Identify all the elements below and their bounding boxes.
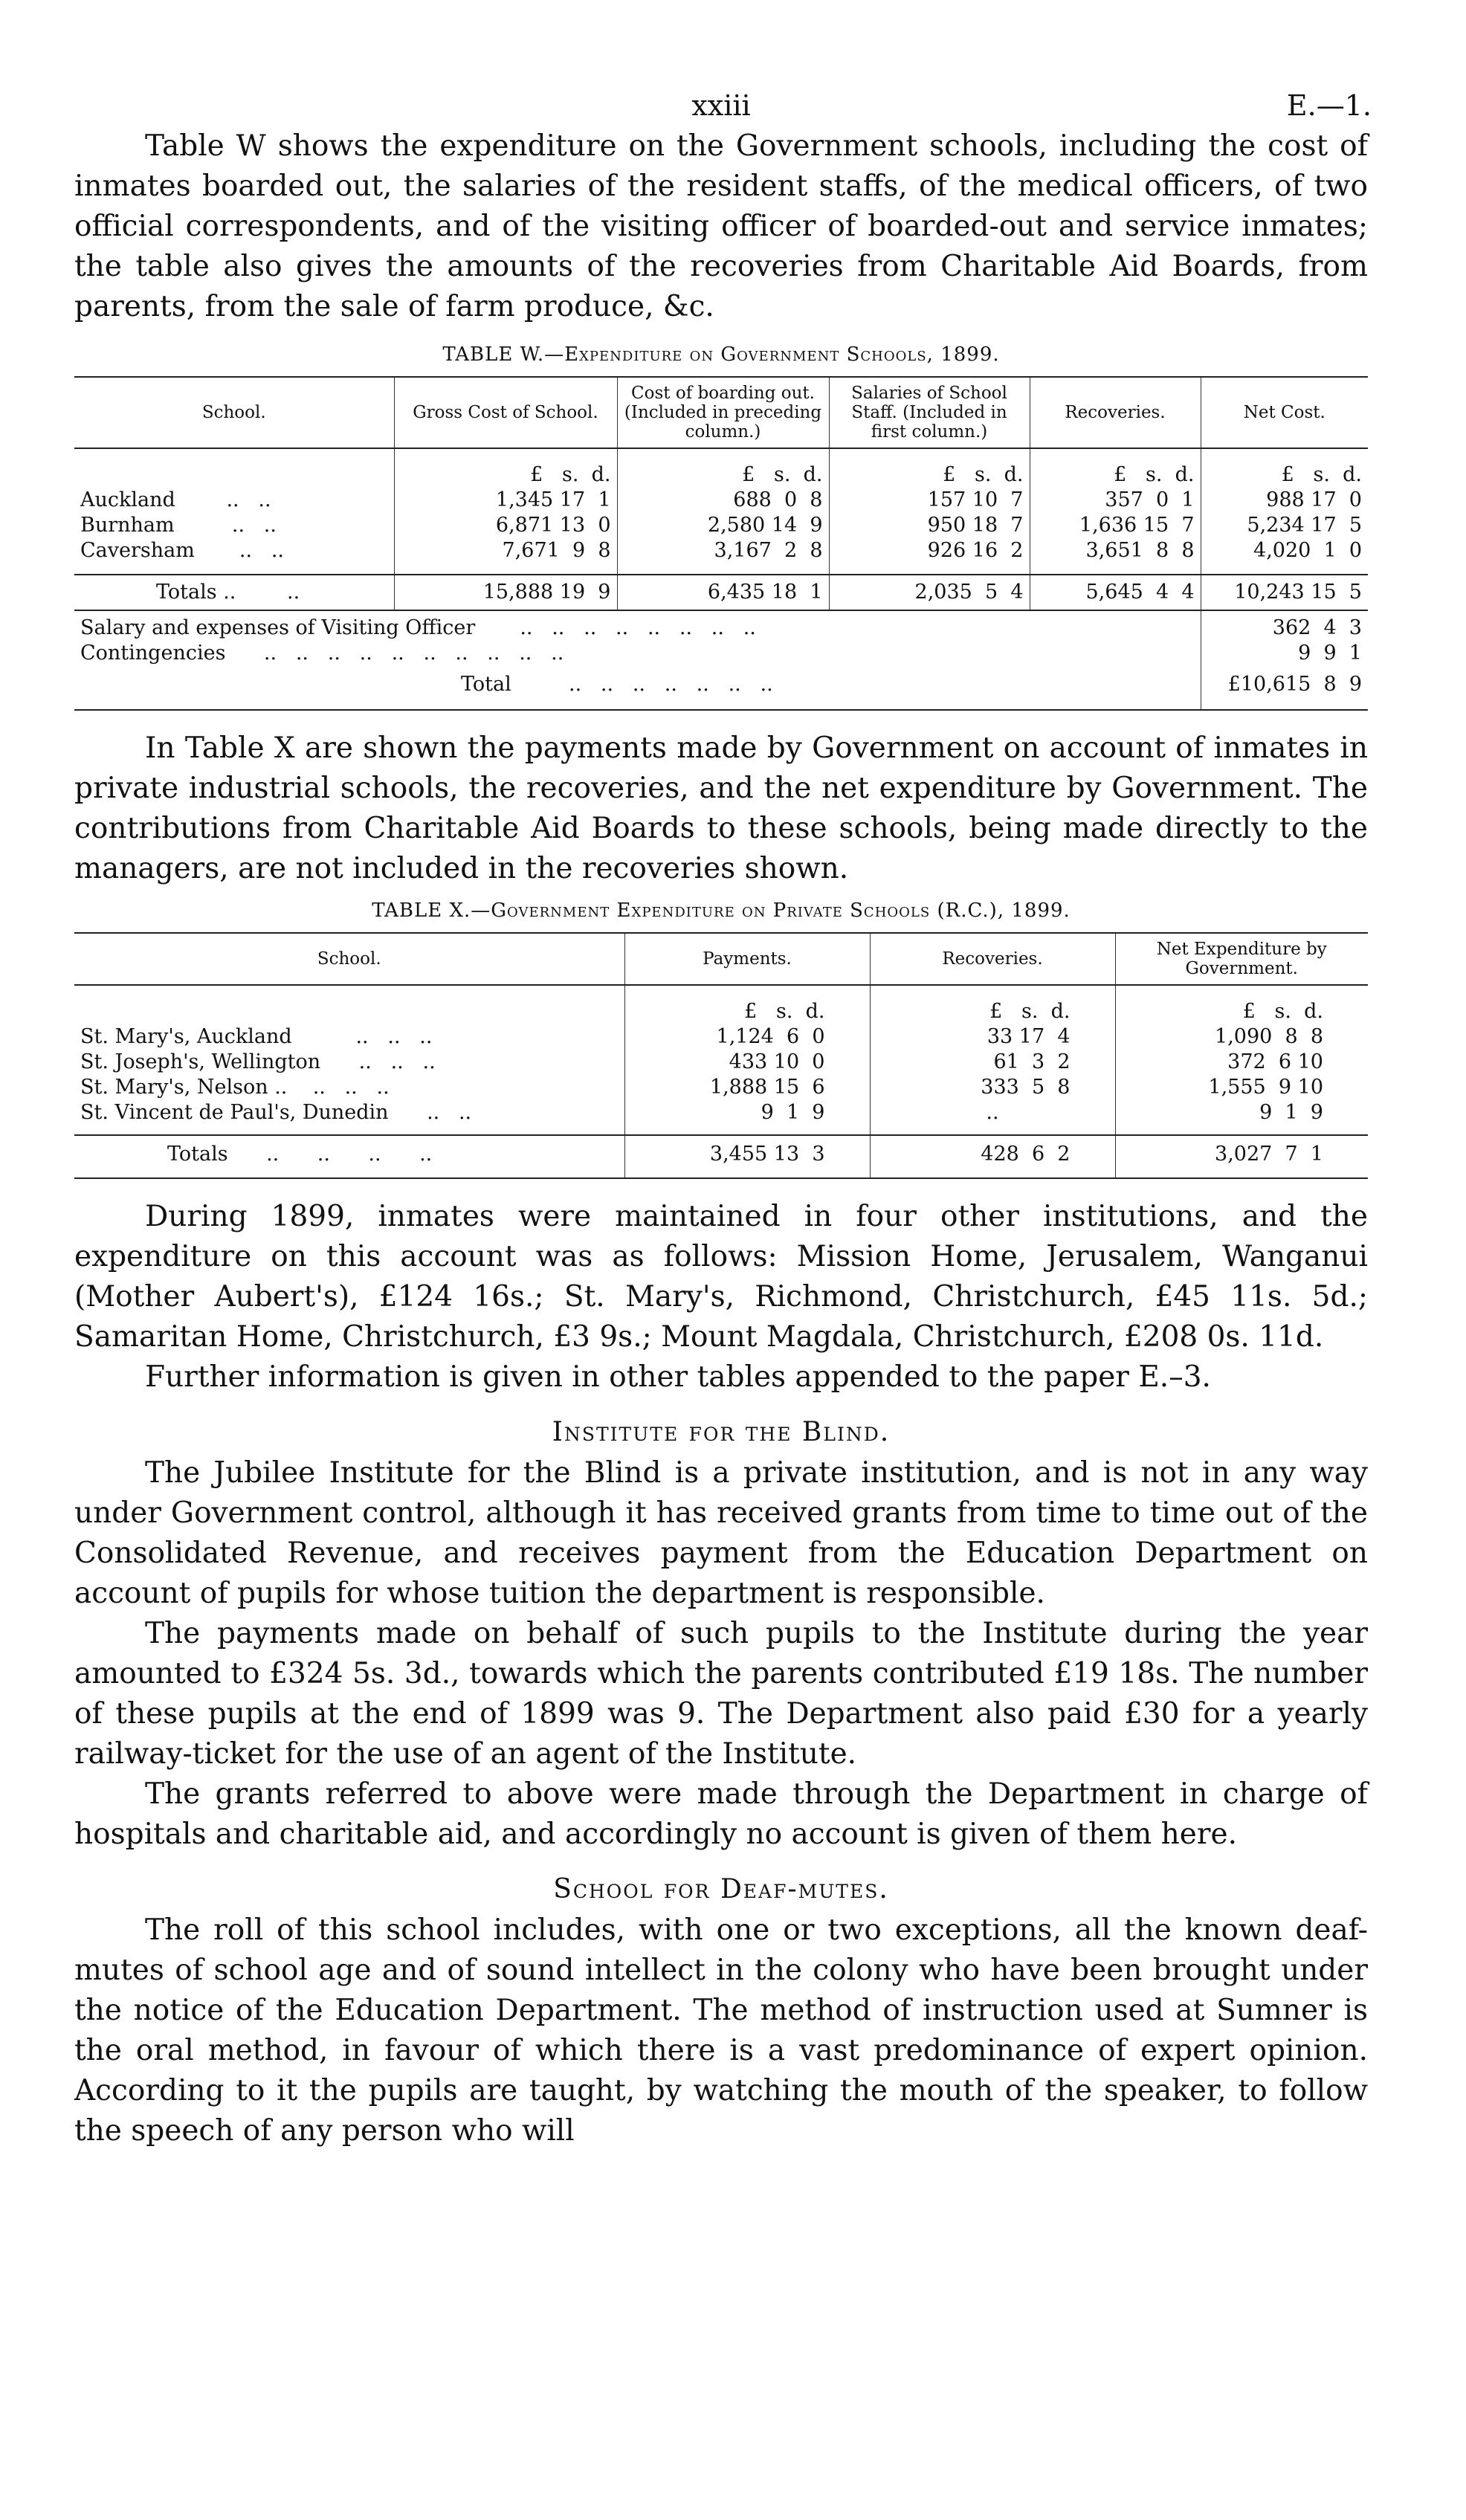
gross-cost: 7,671 9 8 <box>394 538 617 563</box>
leader-dots: .. .. .. .. .. .. .. .. <box>520 616 756 639</box>
recoveries: 61 3 2 <box>870 1050 1115 1075</box>
net-cost: 988 17 0 <box>1201 488 1368 513</box>
section-title-deaf-mutes: School for Deaf-mutes. <box>553 1874 889 1904</box>
table-row <box>74 538 1368 563</box>
school-name: Burnham <box>80 514 175 537</box>
units-label: £ s. d. <box>1201 462 1368 488</box>
total-recoveries: 5,645 4 4 <box>1030 575 1201 610</box>
table-x-header-row <box>74 933 1368 985</box>
table-row <box>74 641 1368 666</box>
table-w-header-salaries: Salaries of School Staff. (Included in first column.) <box>829 377 1030 448</box>
table-w-header-recoveries: Recoveries. <box>1030 377 1201 448</box>
table-w-caption <box>74 343 1368 366</box>
extra-net: 362 4 3 <box>1201 610 1368 641</box>
table-w-totals-row: Totals .. .. 15,888 19 9 6,435 18 1 2,035 5 4 5,645 4 4 10,243 15 5 <box>74 575 1368 610</box>
leader-dots: .. .. .. <box>355 1025 433 1048</box>
leader-dots: .. .. <box>427 1101 472 1124</box>
leader-dots: .. .. .. .. .. .. .. .. .. .. <box>263 642 564 665</box>
table-x-caption-title: Government Expenditure on Private Schools (R.C.), 1899. <box>491 899 1071 922</box>
units-label: £ s. d. <box>617 462 829 488</box>
total-boarding: 6,435 18 1 <box>617 575 829 610</box>
paragraph-intro-w: Table W shows the expenditure on the Government schools, including the cost of inmates boarded out, the salaries of the resident staffs, of the medical officers, of two official correspondents, and of the visiting officer of boarded-out and service inmates; the table also gives the amounts of the recoveries from Charitable Aid Boards, from parents, from the sale of farm produce, &c. <box>74 129 1368 323</box>
leader-dots: .. .. .. <box>312 1076 390 1099</box>
table-row <box>74 1024 1368 1050</box>
recoveries: 357 0 1 <box>1030 488 1201 513</box>
table-x-header-payments: Payments. <box>624 933 870 985</box>
units-label: £ s. d. <box>1115 999 1368 1024</box>
leader-dots: .. .. .. <box>358 1050 436 1073</box>
grand-total-label: Total <box>461 673 511 696</box>
section-title-blind: Institute for the Blind. <box>552 1417 891 1447</box>
leader-dots: .. .. <box>239 539 284 562</box>
table-x-header-school: School. <box>74 933 624 985</box>
school-name: Caversham <box>80 539 195 562</box>
document-reference: E.—1. <box>1286 89 1372 122</box>
payments: 9 1 9 <box>624 1100 870 1125</box>
totals-label: Totals <box>167 1143 228 1166</box>
units-label: £ s. d. <box>829 462 1030 488</box>
net-expenditure: 9 1 9 <box>1115 1100 1368 1125</box>
paragraph-blind-3: The grants referred to above were made through the Department in charge of hospitals and charitable aid, and accordingly no account is given of them here. <box>74 1777 1368 1851</box>
salaries: 950 18 7 <box>829 513 1030 538</box>
units-label: £ s. d. <box>624 999 870 1024</box>
total-net: 10,243 15 5 <box>1201 575 1368 610</box>
table-x-caption-prefix: TABLE X.— <box>372 899 491 922</box>
total-payments: 3,455 13 3 <box>624 1135 870 1178</box>
table-w <box>74 376 1368 711</box>
table-w-units-row <box>74 462 1368 488</box>
gross-cost: 1,345 17 1 <box>394 488 617 513</box>
payments: 1,888 15 6 <box>624 1075 870 1100</box>
table-row <box>74 488 1368 513</box>
table-w-header-boarding: Cost of boarding out. (Included in preceding column.) <box>617 377 829 448</box>
school-name: St. Mary's, Auckland <box>80 1025 292 1048</box>
paragraph-deaf-1: The roll of this school includes, with one or two exceptions, all the known deaf-mutes of school age and of sound intellect in the colony who have been brought under the notice of the Education Department. The method of instruction used at Sumner is the oral method, in favour of which there is a vast predominance of expert opinion. According to it the pupils are taught, by watching the mouth of the speaker, to follow the speech of any person who will <box>74 1913 1368 2148</box>
extra-net: 9 9 1 <box>1201 641 1368 666</box>
page-header <box>74 82 1372 126</box>
table-w-header-school: School. <box>74 377 394 448</box>
total-gross: 15,888 19 9 <box>394 575 617 610</box>
leader-dots: .. .. <box>226 488 271 511</box>
table-row <box>74 513 1368 538</box>
salaries: 926 16 2 <box>829 538 1030 563</box>
net-expenditure: 1,090 8 8 <box>1115 1024 1368 1050</box>
recoveries: 1,636 15 7 <box>1030 513 1201 538</box>
table-row <box>74 1050 1368 1075</box>
paragraph-intro-x: In Table X are shown the payments made by Government on account of inmates in private industrial schools, the recoveries, and the net expenditure by Government. The contributions from Charitable Aid Boards to these schools, being made directly to the managers, are not included in the recoveries shown. <box>74 731 1368 885</box>
salaries: 157 10 7 <box>829 488 1030 513</box>
units-label: £ s. d. <box>870 999 1115 1024</box>
recoveries: .. <box>870 1100 1115 1125</box>
leader-dots: .. .. <box>231 514 277 537</box>
extra-label: Contingencies <box>80 642 226 665</box>
table-x-header-net: Net Expenditure by Government. <box>1115 933 1368 985</box>
net-expenditure: 372 6 10 <box>1115 1050 1368 1075</box>
table-x-header-recoveries: Recoveries. <box>870 933 1115 985</box>
table-row: St. Mary's, Nelson .. .. .. .. 1,888 15 6 333 5 8 1,555 9 10 <box>74 1075 1368 1100</box>
school-name: St. Mary's, Nelson <box>80 1076 268 1099</box>
table-w-caption-title: Expenditure on Government Schools, 1899. <box>564 343 1000 366</box>
net-cost: 5,234 17 5 <box>1201 513 1368 538</box>
boarding-cost: 3,167 2 8 <box>617 538 829 563</box>
table-x-units-row <box>74 999 1368 1024</box>
recoveries: 333 5 8 <box>870 1075 1115 1100</box>
table-row <box>74 610 1368 641</box>
gross-cost: 6,871 13 0 <box>394 513 617 538</box>
table-x-totals-row: Totals .. .. .. .. 3,455 13 3 428 6 2 3,027 7 1 <box>74 1135 1368 1178</box>
table-x-caption <box>74 899 1368 922</box>
payments: 1,124 6 0 <box>624 1024 870 1050</box>
table-w-grand-total-row <box>74 672 1368 710</box>
paragraph-blind-2: The payments made on behalf of such pupils to the Institute during the year amounted to £324 5s. 3d., towards which the parents contributed £19 18s. The number of these pupils at the end of 1899 was 9. The Department also paid £30 for a yearly railway-ticket for the use of an agent of the Institute. <box>74 1617 1368 1771</box>
table-row <box>74 1100 1368 1125</box>
page-number: xxiii <box>691 89 751 122</box>
table-w-header-net: Net Cost. <box>1201 377 1368 448</box>
table-w-header-row <box>74 377 1368 448</box>
table-w-header-gross: Gross Cost of School. <box>394 377 617 448</box>
total-salaries: 2,035 5 4 <box>829 575 1030 610</box>
school-name: St. Vincent de Paul's, Dunedin <box>80 1101 389 1124</box>
units-label: £ s. d. <box>1030 462 1201 488</box>
grand-total-net: £10,615 8 9 <box>1201 672 1368 710</box>
document-page <box>74 82 1372 2151</box>
payments: 433 10 0 <box>624 1050 870 1075</box>
total-net: 3,027 7 1 <box>1115 1135 1368 1178</box>
school-name: Auckland <box>80 488 175 511</box>
leader-dots: .. .. .. .. .. .. .. <box>569 673 773 696</box>
total-recoveries: 428 6 2 <box>870 1135 1115 1178</box>
boarding-cost: 2,580 14 9 <box>617 513 829 538</box>
paragraph-further-information: Further information is given in other tables appended to the paper E.–3. <box>145 1360 1211 1394</box>
school-name: St. Joseph's, Wellington <box>80 1050 321 1073</box>
table-w-caption-prefix: TABLE W.— <box>442 343 565 366</box>
recoveries: 33 17 4 <box>870 1024 1115 1050</box>
totals-label: Totals <box>156 581 217 604</box>
extra-label: Salary and expenses of Visiting Officer <box>80 616 476 639</box>
net-cost: 4,020 1 0 <box>1201 538 1368 563</box>
paragraph-during-1899: During 1899, inmates were maintained in four other institutions, and the expenditure on this account was as follows: Mission Home, Jerusalem, Wanganui (Mother Aubert's), £124 16s.; St. Mary's, Richmond, Christchurch, £45 11s. 5d.; Samaritan Home, Christchurch, £3 9s.; Mount Magdala, Christchurch, £208 0s. 11d. <box>74 1200 1368 1354</box>
table-x <box>74 932 1368 1179</box>
paragraph-blind-1: The Jubilee Institute for the Blind is a private institution, and is not in any way under Government control, although it has received grants from time to time out of the Consolidated Revenue, and receives payment from the Education Department on account of pupils for whose tuition the department is responsible. <box>74 1456 1368 1610</box>
units-label: £ s. d. <box>394 462 617 488</box>
recoveries: 3,651 8 8 <box>1030 538 1201 563</box>
net-expenditure: 1,555 9 10 <box>1115 1075 1368 1100</box>
boarding-cost: 688 0 8 <box>617 488 829 513</box>
